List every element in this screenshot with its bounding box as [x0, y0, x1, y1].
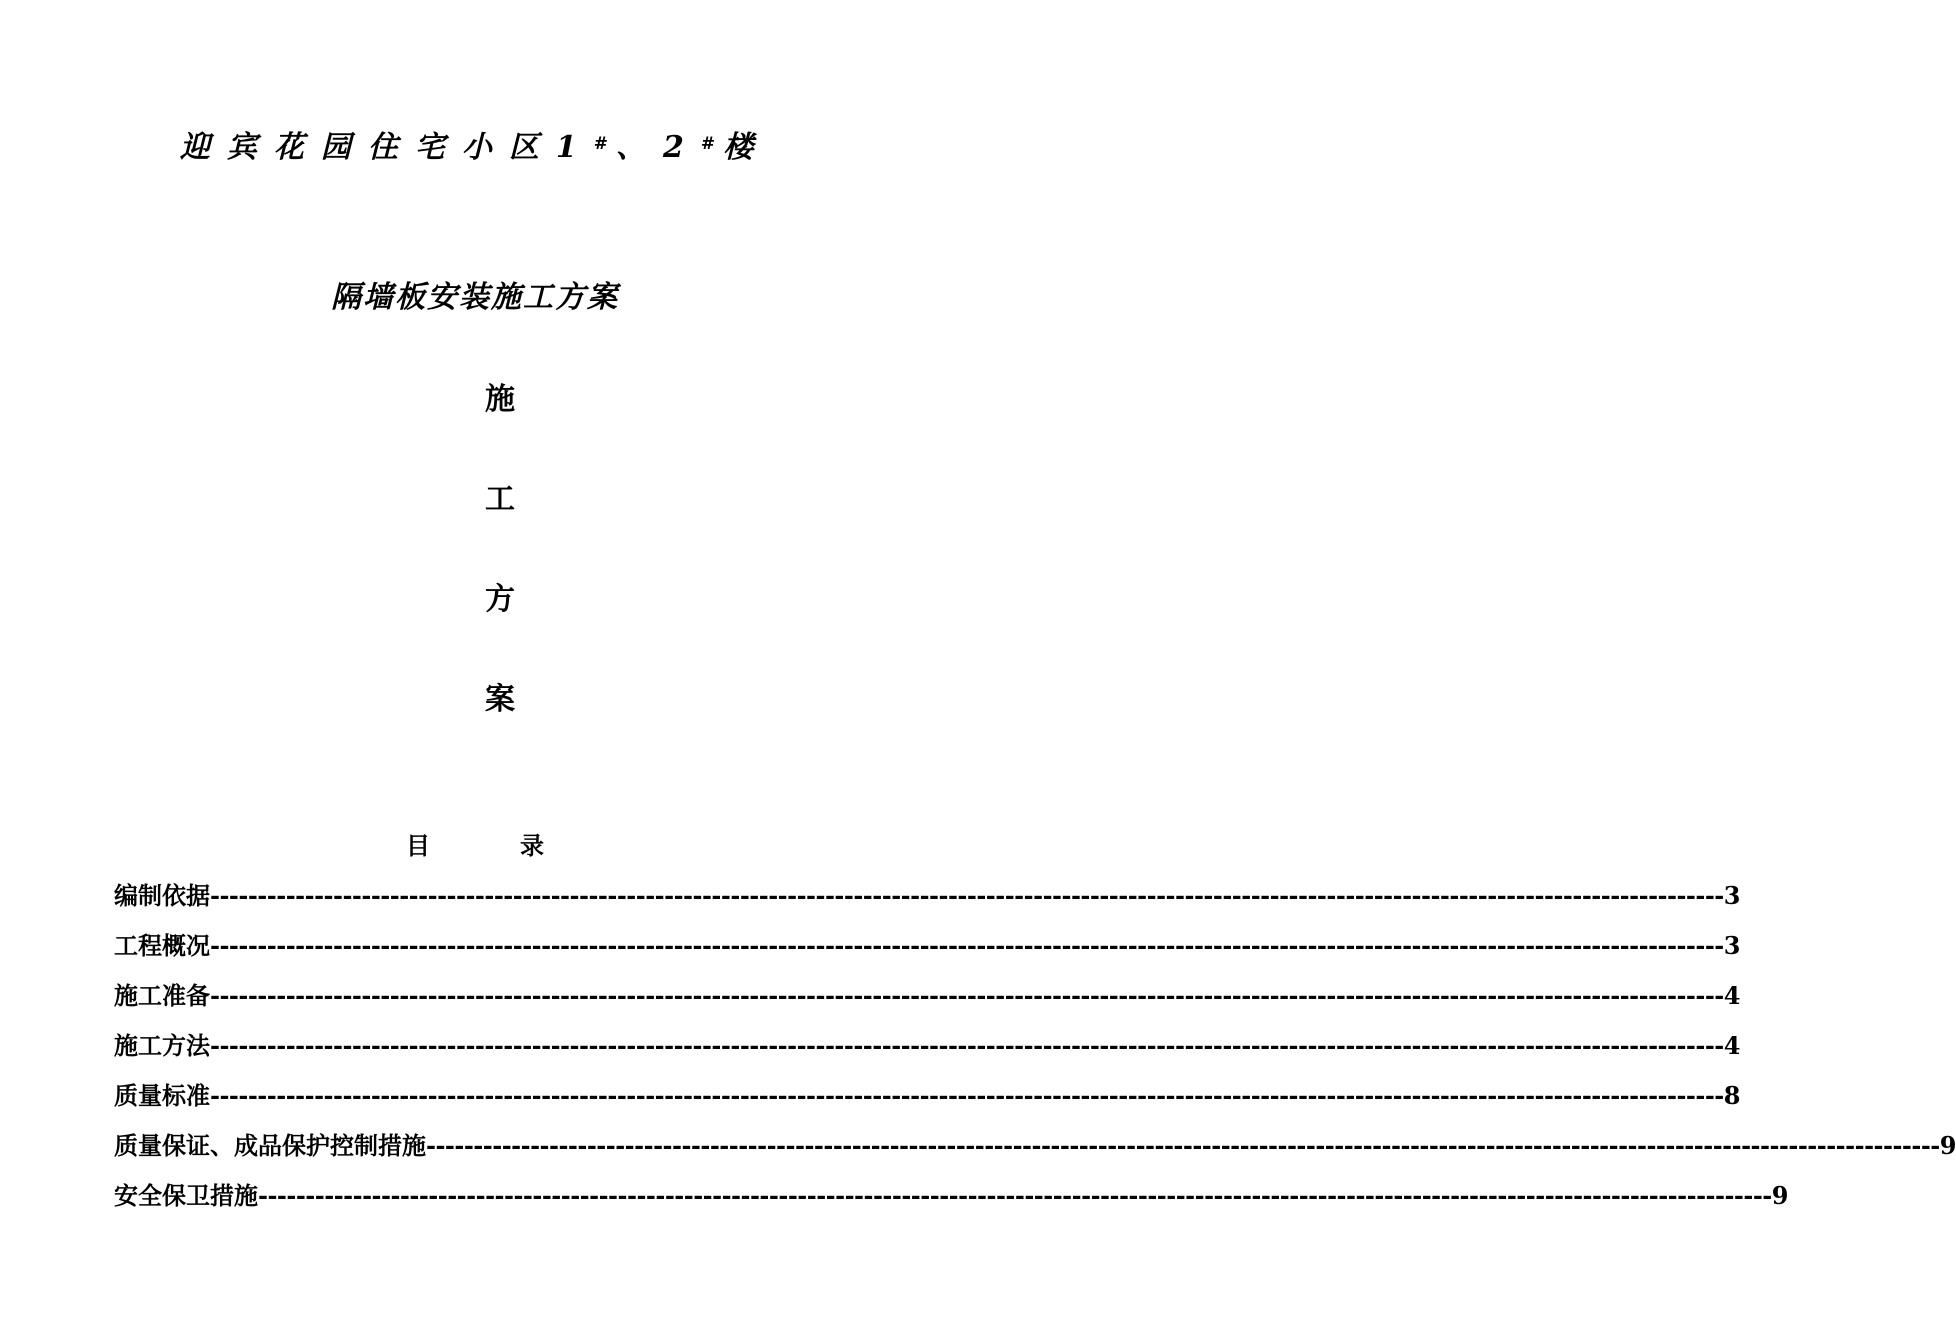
vertical-title-char-3: 方 [485, 582, 515, 617]
toc-item [114, 1178, 1789, 1228]
title-line-1-suffix: 楼 [723, 130, 771, 165]
toc-item [114, 878, 1741, 928]
table-of-contents [114, 878, 1956, 1228]
toc-heading-right: 录 [520, 831, 544, 860]
toc-item-page: 9 [1939, 1131, 1956, 1160]
toc-item-page: 4 [1723, 981, 1741, 1010]
vertical-title-char-1: 施 [485, 382, 515, 417]
toc-leader: ---------------------------------------------------------------------------------------------------------------------------------------------------------------- [210, 881, 1724, 910]
toc-leader: ---------------------------------------------------------------------------------------------------------------------------------------------------------------- [210, 931, 1724, 960]
toc-heading-left: 目 [406, 831, 430, 860]
toc-item-page: 3 [1723, 881, 1741, 910]
toc-item [114, 1028, 1741, 1078]
toc-item-page: 3 [1723, 931, 1741, 960]
toc-item-page: 8 [1723, 1081, 1741, 1110]
toc-item-title: 施工方法 [114, 1031, 210, 1060]
toc-item-title: 施工准备 [114, 981, 210, 1010]
toc-item [114, 1078, 1741, 1128]
toc-item-title: 质量标准 [114, 1081, 210, 1110]
toc-item-title: 质量保证、成品保护控制措施 [114, 1131, 426, 1160]
vertical-title-char-2: 工 [485, 482, 515, 517]
toc-item-page: 4 [1723, 1031, 1741, 1060]
document-title-line-2: 隔墙板安装施工方案 [331, 280, 619, 315]
toc-leader: ---------------------------------------------------------------------------------------------------------------------------------------------------------------- [210, 981, 1724, 1010]
toc-item-title: 编制依据 [114, 881, 210, 910]
toc-leader: ---------------------------------------------------------------------------------------------------------------------------------------------------------------- [210, 1081, 1724, 1110]
title-line-1-prefix: 迎宾花园住宅小区1 [179, 130, 594, 165]
toc-item [114, 1128, 1956, 1178]
toc-item-title: 工程概况 [114, 931, 210, 960]
title-line-1-mid: 、2 [616, 130, 701, 165]
title-line-1-sup-1: # [593, 134, 616, 154]
toc-item [114, 978, 1741, 1028]
title-line-1-sup-2: # [700, 134, 724, 154]
toc-leader: ---------------------------------------------------------------------------------------------------------------------------------------------------------------- [210, 1031, 1724, 1060]
document-title-line-1 [0, 128, 950, 168]
toc-item [114, 928, 1741, 978]
toc-leader: ---------------------------------------------------------------------------------------------------------------------------------------------------------------- [258, 1181, 1772, 1210]
vertical-title-char-4: 案 [485, 682, 515, 717]
toc-item-page: 9 [1771, 1181, 1789, 1210]
toc-leader: ---------------------------------------------------------------------------------------------------------------------------------------------------------------- [426, 1131, 1940, 1160]
toc-item-title: 安全保卫措施 [114, 1181, 258, 1210]
